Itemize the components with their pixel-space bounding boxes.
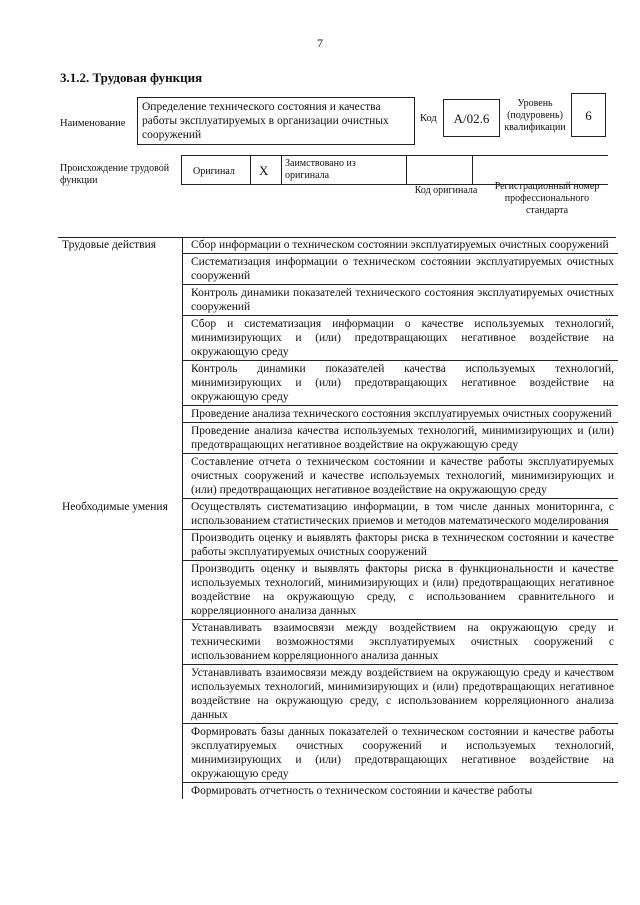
name-label: Наименование xyxy=(60,118,126,129)
list-item: Сбор и систематизация информации о качестве используемых технологий, минимизирующих и (или) предотвращающих негативное воздействие на окружающую среду xyxy=(183,316,618,361)
table-row-skills xyxy=(58,499,618,799)
list-item: Устанавливать взаимосвязи между воздействием на окружающую среду и техническими возможностями эксплуатируемых очистных сооружений с использованием корреляционного анализа данных xyxy=(183,620,618,665)
row-label-actions: Трудовые действия xyxy=(62,239,157,251)
code-label: Код xyxy=(420,113,437,124)
function-name-value: Определение технического состояния и качества работы эксплуатируемых в организации очистных сооружений xyxy=(137,97,415,145)
list-item: Систематизация информации о техническом состоянии эксплуатируемых очистных сооружений xyxy=(183,254,618,285)
code-value: А/02.6 xyxy=(443,99,500,137)
skills-list xyxy=(182,499,618,799)
list-item: Проведение анализа качества используемых технологий, минимизирующих и (или) предотвращающих негативное воздействие на окружающую среду xyxy=(183,423,618,454)
level-value: 6 xyxy=(571,93,606,137)
origin-label: Происхождение трудовой функции xyxy=(60,163,170,186)
list-item: Сбор информации о техническом состоянии эксплуатируемых очистных сооружений xyxy=(183,237,618,254)
level-label: Уровень (подуровень) квалификации xyxy=(504,98,566,133)
original-label: Оригинал xyxy=(193,166,235,177)
list-item: Контроль динамики показателей технического состояния эксплуатируемых очистных сооружений xyxy=(183,285,618,316)
reg-number-label: Регистрационный номер профессионального стандарта xyxy=(494,181,600,216)
actions-list xyxy=(182,237,618,499)
code-original-label: Код оригинала xyxy=(414,185,478,196)
list-item: Формировать базы данных показателей о техническом состоянии и качестве работы эксплуатируемых очистных сооружений и используемых технологий, минимизирующих и (или) предотвращающих негативное воздействие на окружающую среду xyxy=(183,724,618,783)
functions-table xyxy=(58,237,618,799)
page-number: 7 xyxy=(317,36,323,50)
list-item: Осуществлять систематизацию информации, в том числе данных мониторинга, с использованием статистических приемов и методов математического моделирования xyxy=(183,499,618,530)
table-row-actions xyxy=(58,237,618,499)
list-item: Составление отчета о техническом состоянии и качестве работы эксплуатируемых очистных сооружений и качестве используемых технологий, минимизирующих и (или) предотвращающих негативное воздействие на окружающую среду xyxy=(183,454,618,499)
section-title: 3.1.2. Трудовая функция xyxy=(60,70,203,85)
list-item: Производить оценку и выявлять факторы риска в техническом состоянии и качестве работы эксплуатируемых очистных сооружений xyxy=(183,530,618,561)
row-label-skills: Необходимые умения xyxy=(62,501,168,513)
list-item: Формировать отчетность о техническом состоянии и качестве работы xyxy=(191,785,533,797)
borrowed-label: Заимствовано из оригинала xyxy=(285,158,356,181)
list-item: Проведение анализа технического состояния эксплуатируемых очистных сооружений xyxy=(183,406,618,423)
list-item: Контроль динамики показателей качества используемых технологий, минимизирующих и (или) предотвращающих негативное воздействие на окружающую среду xyxy=(183,361,618,406)
list-item: Производить оценку и выявлять факторы риска в функциональности и качестве используемых технологий, минимизирующих и (или) предотвращающих негативное воздействие на окружающую среду, с использованием сравнительного и корреляционного анализа данных xyxy=(183,561,618,620)
original-mark: X xyxy=(259,163,269,178)
list-item: Устанавливать взаимосвязи между воздействием на окружающую среду и качеством используемых технологий, минимизирующих и (или) предотвращающих негативное воздействие на окружающую среду, с использованием корреляционного анализа данных xyxy=(183,665,618,724)
